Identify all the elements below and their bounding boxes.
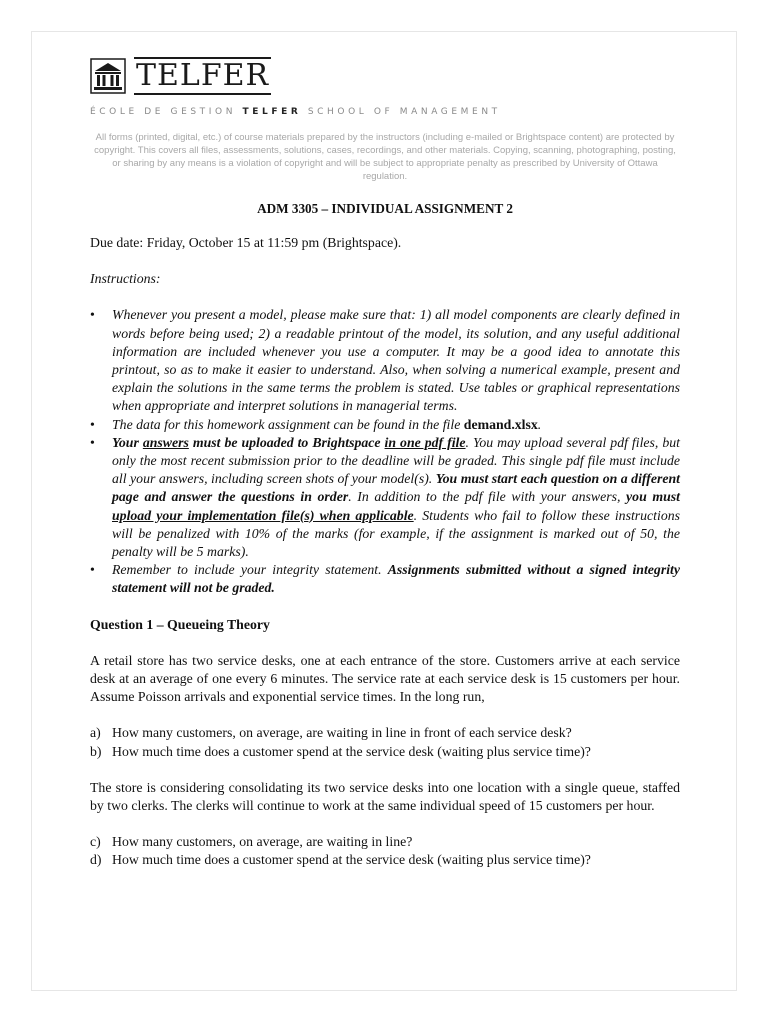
list-item: c) How many customers, on average, are waiting in line? [90,834,413,850]
document-page [31,31,737,991]
list-item: • Your answers must be uploaded to Brightspace in one pdf file. You may upload several pdf files, but only the most recent submission prior to the deadline will be graded. This single pdf file must include all your answers, including screen shots of your model(s). You must start each question on a different page and answer the questions in order. In addition to the pdf file with your answers, you must upload your implementation file(s) when applicable. Students who fail to follow these instructions will be penalized with 10% of the marks (for example, if the assignment is marked out of 50, the penalty will be 5 marks). [112,434,680,561]
school-name: ÉCOLE DE GESTION TELFER SCHOOL OF MANAGEMENT [90,107,501,117]
list-item: a) How many customers, on average, are waiting in line in front of each service desk? [90,725,572,741]
sub-question-list [90,724,680,760]
university-building-icon [90,58,126,94]
logo-text: TELFER [136,58,270,93]
logo [90,54,680,98]
list-item: • Whenever you present a model, please make sure that: 1) all model components are clearly defined in words before being used; 2) a readable printout of the model, its solution, and any useful additional information are included whenever you use a computer. It may be a good idea to annotate this printout, so as to make it easier to understand. Also, when solving a numerical example, present and explain the solutions in the same terms the problem is stated. Use tables or graphical representations when appropriate and interpret solutions in managerial terms. [112,306,680,415]
instructions-list [90,306,680,597]
list-item: b) How much time does a customer spend at the service desk (waiting plus service time)? [90,743,591,759]
question-paragraph: A retail store has two service desks, one at each entrance of the store. Customers arrive at each service desk at an average of one every 6 minutes. The service rate at each service desk is 15 customers per hour. Assume Poisson arrivals and exponential service times. In the long run, [90,652,680,705]
question-paragraph: The store is considering consolidating its two service desks into one location with a single queue, staffed by two clerks. The clerks will continue to work at the same individual speed of 15 customers per hour. [90,779,680,814]
copyright-notice: All forms (printed, digital, etc.) of course materials prepared by the instructors (including e-mailed or Brightspace content) are protected by copyright. This covers all files, assessments, solutions, cases, recordings, and other materials. Copying, scanning, photographing, posting, or sharing by any means is a violation of copyright and will be subject to appropriate penalty as prescribed by University of Ottawa regulation. [94,132,676,182]
due-date: Due date: Friday, October 15 at 11:59 pm (Brightspace). [90,235,402,250]
list-item: d) How much time does a customer spend at the service desk (waiting plus service time)? [90,852,591,868]
list-item: • Remember to include your integrity statement. Assignments submitted without a signed integrity statement will not be graded. [112,561,680,597]
list-item: • The data for this homework assignment can be found in the file demand.xlsx. [112,416,680,434]
document-title: ADM 3305 – INDIVIDUAL ASSIGNMENT 2 [257,201,513,216]
instructions-label: Instructions: [90,271,161,287]
sub-question-list [90,833,680,869]
document-content [90,54,680,870]
question-heading: Question 1 – Queueing Theory [90,616,270,632]
